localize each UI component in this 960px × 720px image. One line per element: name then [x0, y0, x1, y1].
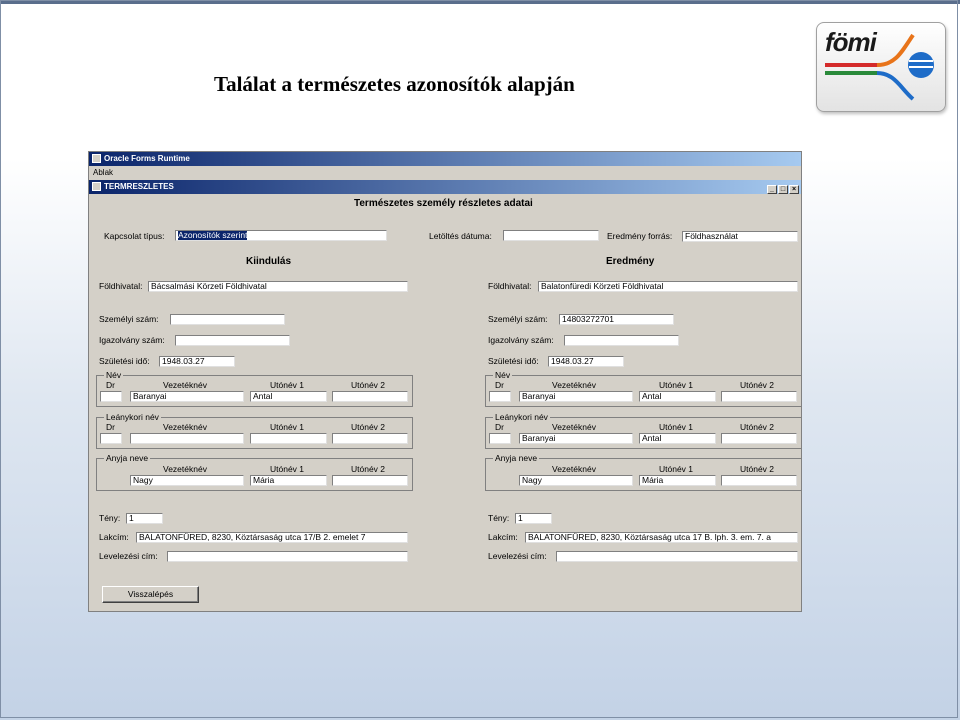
- left-lakcim-label: Lakcím:: [99, 532, 129, 542]
- left-szuletesi-field[interactable]: 1948.03.27: [159, 356, 235, 367]
- right-lakcim-label: Lakcím:: [488, 532, 518, 542]
- left-nev-vezeteknev-header: Vezetéknév: [163, 380, 207, 390]
- kapcsolat-field[interactable]: Azonosítók szerint: [175, 230, 387, 241]
- slide-title: Találat a természetes azonosítók alapján: [214, 72, 575, 96]
- right-szuletesi-label: Születési idő:: [488, 356, 539, 366]
- right-anyja-utonev1-field[interactable]: Mária: [639, 475, 716, 486]
- form-window-title: TERMRESZLETES: [104, 182, 174, 191]
- fomi-logo: [816, 22, 946, 112]
- right-leanykori-dr-field[interactable]: [489, 433, 511, 444]
- left-nev-utonev1-field[interactable]: Antal: [250, 391, 327, 402]
- eredmeny-forras-field[interactable]: Földhasználat: [682, 231, 798, 242]
- right-leanykori-utonev2-field[interactable]: [721, 433, 797, 444]
- oracle-forms-window: [88, 151, 802, 612]
- left-teny-field[interactable]: 1: [126, 513, 163, 524]
- letoltes-field[interactable]: [503, 230, 599, 241]
- left-szuletesi-label: Születési idő:: [99, 356, 150, 366]
- form-titlebar: [89, 180, 801, 194]
- right-nev-group-title: Név: [495, 370, 511, 380]
- right-anyja-utonev2-field[interactable]: [721, 475, 797, 486]
- close-icon[interactable]: ×: [789, 185, 799, 194]
- left-anyja-group: [96, 453, 413, 491]
- left-leanykori-utonev1-field[interactable]: [250, 433, 327, 444]
- letoltes-label: Letöltés dátuma:: [429, 231, 492, 241]
- left-nev-group: [96, 370, 413, 407]
- right-teny-label: Tény:: [488, 513, 510, 523]
- minimize-icon[interactable]: _: [767, 185, 777, 194]
- app-title: Oracle Forms Runtime: [104, 154, 190, 163]
- right-leanykori-group: [485, 412, 802, 449]
- right-szemelyi-label: Személyi szám:: [488, 314, 548, 324]
- menu-item-ablak[interactable]: Ablak: [93, 168, 114, 177]
- left-nev-vezeteknev-field[interactable]: Baranyai: [130, 391, 244, 402]
- left-leanykori-utonev2-field[interactable]: [332, 433, 408, 444]
- right-nev-dr-header: Dr: [495, 380, 504, 390]
- eredmeny-forras-label: Eredmény forrás:: [607, 231, 673, 241]
- right-lakcim-field[interactable]: BALATONFÜRED, 8230, Köztársaság utca 17 B. lph. 3. em. 7. a: [525, 532, 798, 543]
- left-igazolvany-label: Igazolvány szám:: [99, 335, 165, 345]
- left-anyja-utonev1-header: Utónév 1: [270, 464, 305, 474]
- left-nev-dr-field[interactable]: [100, 391, 122, 402]
- left-teny-label: Tény:: [99, 513, 121, 523]
- eredmeny-heading: Eredmény: [606, 256, 655, 267]
- right-leanykori-vezeteknev-field[interactable]: Baranyai: [519, 433, 633, 444]
- left-nev-utonev2-field[interactable]: [332, 391, 408, 402]
- right-anyja-group-title: Anyja neve: [495, 453, 538, 463]
- right-anyja-vezeteknev-field[interactable]: Nagy: [519, 475, 633, 486]
- kiindulas-heading: Kiindulás: [246, 256, 292, 267]
- left-leanykori-utonev1-header: Utónév 1: [270, 422, 305, 432]
- right-nev-utonev2-header: Utónév 2: [740, 380, 775, 390]
- right-nev-utonev1-field[interactable]: Antal: [639, 391, 716, 402]
- right-foldhivatal-field[interactable]: Balatonfüredi Körzeti Földhivatal: [538, 281, 798, 292]
- right-szuletesi-field[interactable]: 1948.03.27: [548, 356, 624, 367]
- visszalepes-button[interactable]: Visszalépés: [102, 586, 199, 603]
- left-anyja-vezeteknev-header: Vezetéknév: [163, 464, 207, 474]
- right-igazolvany-field[interactable]: [564, 335, 679, 346]
- right-nev-dr-field[interactable]: [489, 391, 511, 402]
- right-leanykori-dr-header: Dr: [495, 422, 504, 432]
- right-leanykori-utonev1-header: Utónév 1: [659, 422, 694, 432]
- left-nev-dr-header: Dr: [106, 380, 115, 390]
- left-anyja-utonev2-field[interactable]: [332, 475, 408, 486]
- left-foldhivatal-field[interactable]: Bácsalmási Körzeti Földhivatal: [148, 281, 408, 292]
- left-leanykori-group-title: Leánykori név: [106, 412, 159, 422]
- left-nev-utonev1-header: Utónév 1: [270, 380, 305, 390]
- right-anyja-utonev2-header: Utónév 2: [740, 464, 775, 474]
- fomi-logo-text: fömi: [825, 27, 876, 57]
- left-leanykori-vezeteknev-header: Vezetéknév: [163, 422, 207, 432]
- left-anyja-utonev1-field[interactable]: Mária: [250, 475, 327, 486]
- left-nev-utonev2-header: Utónév 2: [351, 380, 386, 390]
- form-title: Természetes személy részletes adatai: [354, 198, 533, 209]
- right-nev-utonev2-field[interactable]: [721, 391, 797, 402]
- left-leanykori-vezeteknev-field[interactable]: [130, 433, 244, 444]
- left-foldhivatal-label: Földhivatal:: [99, 281, 143, 291]
- right-nev-group: [485, 370, 802, 407]
- right-leanykori-vezeteknev-header: Vezetéknév: [552, 422, 596, 432]
- left-levelezesi-label: Levelezési cím:: [99, 551, 158, 561]
- right-nev-vezeteknev-header: Vezetéknév: [552, 380, 596, 390]
- left-leanykori-dr-field[interactable]: [100, 433, 122, 444]
- right-levelezesi-label: Levelezési cím:: [488, 551, 547, 561]
- left-levelezesi-field[interactable]: [167, 551, 408, 562]
- app-titlebar: [89, 152, 801, 166]
- left-anyja-vezeteknev-field[interactable]: Nagy: [130, 475, 244, 486]
- form-icon: [92, 182, 101, 191]
- right-anyja-group: [485, 453, 802, 491]
- right-leanykori-utonev2-header: Utónév 2: [740, 422, 775, 432]
- left-szemelyi-field[interactable]: [170, 314, 285, 325]
- left-nev-group-title: Név: [106, 370, 122, 380]
- left-anyja-utonev2-header: Utónév 2: [351, 464, 386, 474]
- right-anyja-utonev1-header: Utónév 1: [659, 464, 694, 474]
- right-foldhivatal-label: Földhivatal:: [488, 281, 532, 291]
- left-leanykori-utonev2-header: Utónév 2: [351, 422, 386, 432]
- right-leanykori-utonev1-field[interactable]: Antal: [639, 433, 716, 444]
- right-leanykori-group-title: Leánykori név: [495, 412, 548, 422]
- right-nev-utonev1-header: Utónév 1: [659, 380, 694, 390]
- right-nev-vezeteknev-field[interactable]: Baranyai: [519, 391, 633, 402]
- left-leanykori-group: [96, 412, 413, 449]
- right-teny-field[interactable]: 1: [515, 513, 552, 524]
- left-lakcim-field[interactable]: BALATONFÜRED, 8230, Köztársaság utca 17/B 2. emelet 7: [136, 532, 408, 543]
- menu-bar: [89, 166, 801, 179]
- right-anyja-vezeteknev-header: Vezetéknév: [552, 464, 596, 474]
- left-leanykori-dr-header: Dr: [106, 422, 115, 432]
- right-szemelyi-field[interactable]: 14803272701: [559, 314, 674, 325]
- left-anyja-group-title: Anyja neve: [106, 453, 149, 463]
- maximize-icon[interactable]: □: [778, 185, 788, 194]
- right-igazolvany-label: Igazolvány szám:: [488, 335, 554, 345]
- right-levelezesi-field[interactable]: [556, 551, 798, 562]
- left-igazolvany-field[interactable]: [175, 335, 290, 346]
- kapcsolat-label: Kapcsolat típus:: [104, 231, 165, 241]
- left-szemelyi-label: Személyi szám:: [99, 314, 159, 324]
- app-icon: [92, 154, 101, 163]
